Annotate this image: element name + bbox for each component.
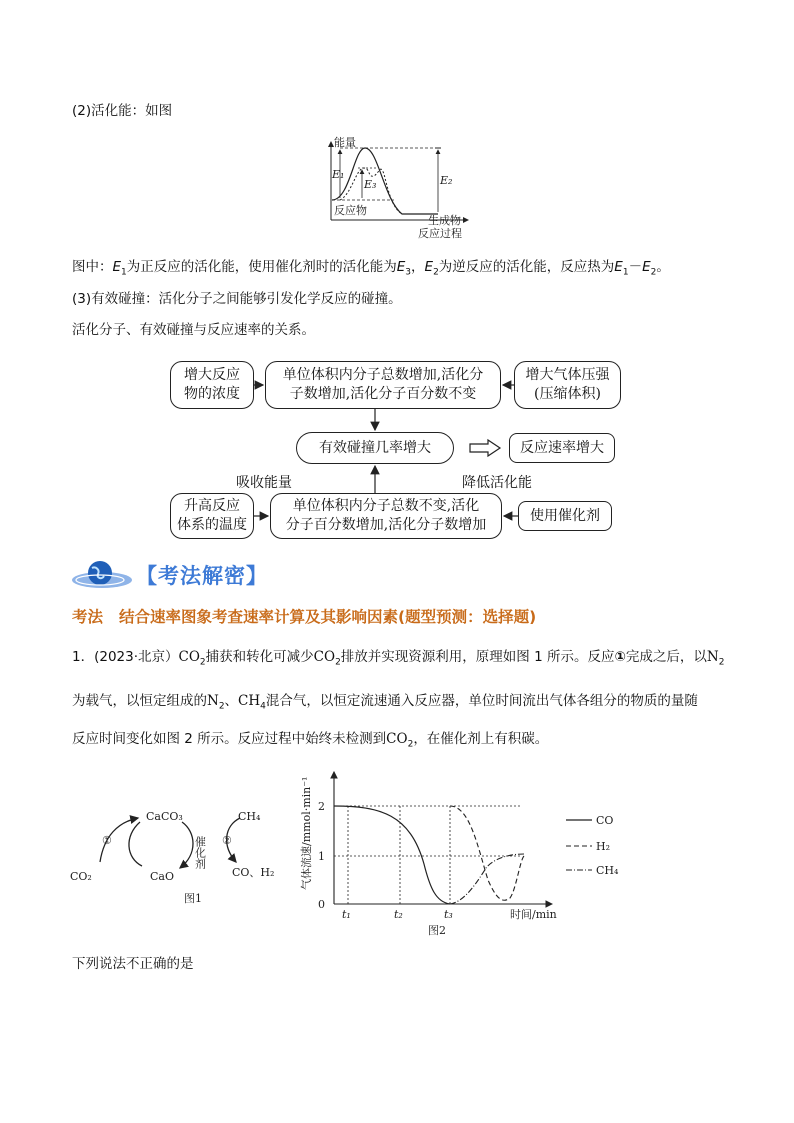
product-label: 生成物	[428, 214, 461, 227]
box-use-catalyst: 使用催化剂	[518, 501, 612, 531]
fig2-legend-h2: H₂	[596, 840, 611, 853]
question-closing: 下列说法不正确的是	[72, 956, 194, 972]
reactant-label: 反应物	[334, 204, 367, 217]
fig1-circ1: ①	[102, 834, 112, 847]
fig1-caption: 图1	[184, 892, 202, 905]
fig2-tick-0: 0	[318, 898, 325, 911]
fig2-legend-ch4: CH₄	[596, 864, 619, 877]
box-raise-temperature: 升高反应 体系的温度	[170, 493, 254, 539]
question-line-3: 反应时间变化如图 2 所示。反应过程中始终未检测到$CO_2$，在催化剂上有积碳。	[72, 731, 549, 750]
e2-label: E₂	[440, 174, 453, 187]
fig2-caption: 图2	[428, 924, 446, 937]
fig1-ch4: CH₄	[238, 810, 261, 823]
section-title: 【考法解密】	[136, 564, 268, 588]
reaction-progress-label: 反应过程	[418, 227, 462, 240]
box-rate-increase: 反应速率增大	[509, 433, 615, 463]
effective-collision-heading: (3)有效碰撞：活化分子之间能够引发化学反应的碰撞。	[72, 291, 402, 307]
activation-energy-caption: 图中：$E_1$为正反应的活化能，使用催化剂时的活化能为$E_3$，$E_2$为逆反应的活化能，反应热为$E_1-E_2$。	[72, 259, 670, 278]
fig2-legend-co: CO	[596, 814, 614, 827]
relation-sentence: 活化分子、有效碰撞与反应速率的关系。	[72, 322, 315, 338]
fig2-t1: t₁	[342, 908, 351, 921]
box-increase-concentration: 增大反应 物的浓度	[170, 361, 254, 409]
fig2-xlabel: 时间/min	[510, 908, 557, 921]
fig2-series-ch4	[450, 854, 524, 904]
kaofa-heading: 考法 结合速率图象考查速率计算及其影响因素(题型预测：选择题)	[72, 608, 537, 626]
fig1-products: CO、H₂	[232, 866, 275, 879]
globe-icon	[72, 558, 136, 592]
fig1-caco3: CaCO₃	[146, 810, 183, 823]
e3-label: E₃	[364, 178, 377, 191]
fig1-co2: CO₂	[70, 870, 92, 883]
label-absorb-energy: 吸收能量	[236, 475, 292, 491]
label-lower-activation: 降低活化能	[462, 475, 532, 491]
fig2-series-co	[334, 806, 450, 904]
question-line-2: 为载气，以恒定组成的$N_2$、$CH_4$混合气，以恒定流速通入反应器，单位时间流出气体各组分的物质的量随	[72, 693, 698, 712]
fig1-cao: CaO	[150, 870, 174, 883]
fig2-t2: t₂	[394, 908, 403, 921]
energy-profile-figure	[318, 134, 478, 242]
box-effective-collision: 有效碰撞几率增大	[296, 432, 454, 464]
fig1-circ2: ②	[222, 834, 232, 847]
fig2-series-h2	[450, 806, 524, 900]
question-line-1: 1．(2023·北京）$CO_2$捕获和转化可减少$CO_2$排放并实现资源利用，原理如图 1 所示。反应①完成之后，以$N_2$	[72, 649, 725, 668]
activation-energy-heading: (2)活化能：如图	[72, 103, 173, 119]
energy-axis-label: 能量	[334, 136, 356, 149]
box-increase-pressure: 增大气体压强 (压缩体积)	[514, 361, 621, 409]
e1-label: E₁	[332, 168, 345, 181]
fig1-catalyst: 催化剂	[193, 836, 207, 869]
box-top-mechanism: 单位体积内分子总数增加,活化分 子数增加,活化分子百分数不变	[265, 361, 501, 409]
fig2-tick-1: 1	[318, 850, 325, 863]
fig2-t3: t₃	[444, 908, 453, 921]
fig2-tick-2: 2	[318, 800, 325, 813]
figure-2-chart	[290, 764, 642, 940]
figure-1-cycle	[64, 796, 294, 906]
fig2-ylabel: 气体流速/mmol·min⁻¹	[300, 776, 313, 890]
box-bottom-mechanism: 单位体积内分子总数不变,活化 分子百分数增加,活化分子数增加	[270, 493, 502, 539]
